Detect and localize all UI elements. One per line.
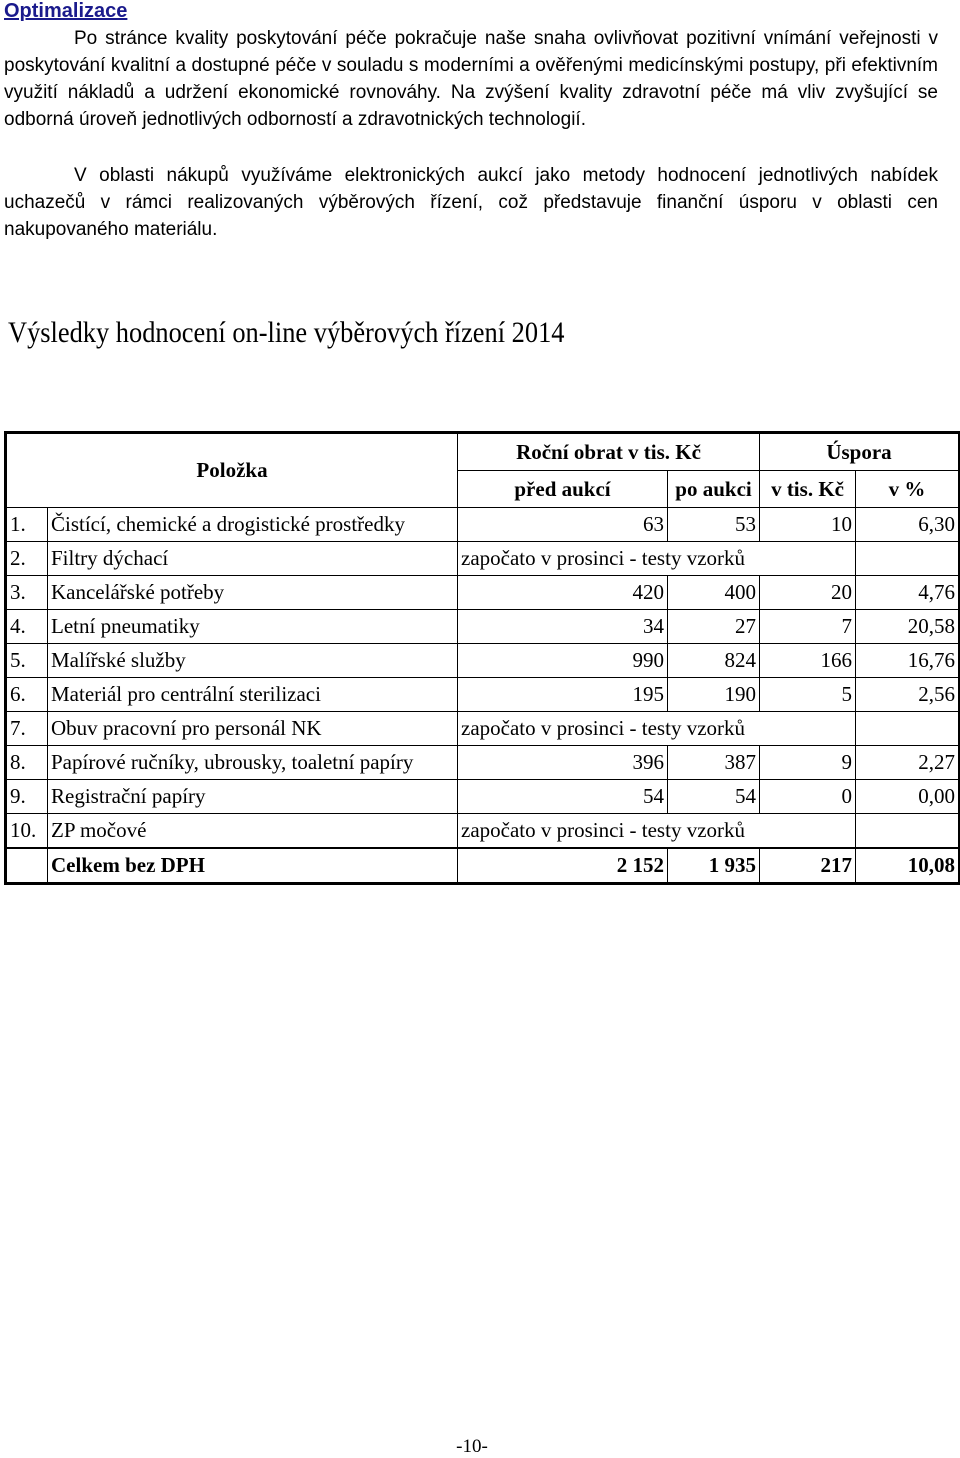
row-after: 190 bbox=[668, 678, 760, 712]
row-saving bbox=[760, 542, 856, 576]
row-before: 195 bbox=[458, 678, 668, 712]
row-after: 824 bbox=[668, 644, 760, 678]
row-after: 54 bbox=[668, 780, 760, 814]
row-before: 63 bbox=[458, 508, 668, 542]
row-after: 387 bbox=[668, 746, 760, 780]
row-before: 990 bbox=[458, 644, 668, 678]
row-pct: 16,76 bbox=[856, 644, 960, 678]
row-pct bbox=[856, 712, 960, 746]
row-note: započato v prosinci - testy vzorků bbox=[458, 542, 760, 576]
table-header-row bbox=[6, 433, 960, 471]
table-body bbox=[6, 508, 960, 849]
total-after: 1 935 bbox=[668, 848, 760, 884]
row-index: 6. bbox=[6, 678, 48, 712]
table-row bbox=[6, 746, 960, 780]
row-pct: 6,30 bbox=[856, 508, 960, 542]
row-index: 4. bbox=[6, 610, 48, 644]
row-saving bbox=[760, 814, 856, 849]
row-pct bbox=[856, 542, 960, 576]
table-row bbox=[6, 678, 960, 712]
row-after: 27 bbox=[668, 610, 760, 644]
header-saving-abs: v tis. Kč bbox=[760, 471, 856, 508]
page-number: -10- bbox=[456, 1436, 488, 1457]
row-index: 5. bbox=[6, 644, 48, 678]
table-row bbox=[6, 542, 960, 576]
header-saving-pct: v % bbox=[856, 471, 960, 508]
row-item: Filtry dýchací bbox=[48, 542, 458, 576]
row-before: 34 bbox=[458, 610, 668, 644]
header-turnover: Roční obrat v tis. Kč bbox=[458, 433, 760, 471]
table-row bbox=[6, 610, 960, 644]
section-heading: Optimalizace bbox=[4, 0, 128, 22]
row-pct: 2,27 bbox=[856, 746, 960, 780]
row-pct: 4,76 bbox=[856, 576, 960, 610]
row-item: Čistící, chemické a drogistické prostředky bbox=[48, 508, 458, 542]
auction-results-table bbox=[4, 431, 960, 885]
table-row bbox=[6, 780, 960, 814]
row-saving: 7 bbox=[760, 610, 856, 644]
total-before: 2 152 bbox=[458, 848, 668, 884]
paragraph-purchasing: V oblasti nákupů využíváme elektronických aukcí jako metody hodnocení jednotlivých nabídek uchazečů v rámci realizovaných výběrových řízení, což představuje finanční úsporu v oblasti cen nakupovaného materiálu. bbox=[4, 165, 938, 240]
row-pct: 0,00 bbox=[856, 780, 960, 814]
total-pct: 10,08 bbox=[856, 848, 960, 884]
paragraph-quality: Po stránce kvality poskytování péče pokračuje naše snaha ovlivňovat pozitivní vnímání veřejnosti v poskytování kvalitní a dostupné péče v souladu s moderními a ověřenými medicínskými postupy, při efektivním využití nákladů a udržení ekonomické rovnováhy. Na zvýšení kvality zdravotní péče má vliv zvyšující se odborná úroveň jednotlivých odborností a zdravotnických technologií. bbox=[4, 28, 938, 130]
header-item: Položka bbox=[6, 433, 458, 508]
table-row bbox=[6, 508, 960, 542]
total-saving: 217 bbox=[760, 848, 856, 884]
row-saving bbox=[760, 712, 856, 746]
total-label: Celkem bez DPH bbox=[48, 848, 458, 884]
row-before: 396 bbox=[458, 746, 668, 780]
row-before: 54 bbox=[458, 780, 668, 814]
total-index bbox=[6, 848, 48, 884]
row-note: započato v prosinci - testy vzorků bbox=[458, 814, 760, 849]
row-item: Obuv pracovní pro personál NK bbox=[48, 712, 458, 746]
row-item: Letní pneumatiky bbox=[48, 610, 458, 644]
row-index: 10. bbox=[6, 814, 48, 849]
row-item: Registrační papíry bbox=[48, 780, 458, 814]
row-index: 3. bbox=[6, 576, 48, 610]
table-title: Výsledky hodnocení on-line výběrových řízení 2014 bbox=[8, 316, 565, 349]
row-index: 9. bbox=[6, 780, 48, 814]
row-index: 2. bbox=[6, 542, 48, 576]
row-item: Papírové ručníky, ubrousky, toaletní papíry bbox=[48, 746, 458, 780]
table-row bbox=[6, 576, 960, 610]
table-row bbox=[6, 712, 960, 746]
header-before: před aukcí bbox=[458, 471, 668, 508]
row-item: Kancelářské potřeby bbox=[48, 576, 458, 610]
row-saving: 166 bbox=[760, 644, 856, 678]
row-saving: 9 bbox=[760, 746, 856, 780]
row-index: 1. bbox=[6, 508, 48, 542]
row-index: 7. bbox=[6, 712, 48, 746]
table-total-row bbox=[6, 848, 960, 884]
row-note: započato v prosinci - testy vzorků bbox=[458, 712, 760, 746]
row-after: 53 bbox=[668, 508, 760, 542]
row-pct bbox=[856, 814, 960, 849]
header-after: po aukci bbox=[668, 471, 760, 508]
row-saving: 20 bbox=[760, 576, 856, 610]
row-item: Malířské služby bbox=[48, 644, 458, 678]
row-before: 420 bbox=[458, 576, 668, 610]
row-item: Materiál pro centrální sterilizaci bbox=[48, 678, 458, 712]
row-pct: 2,56 bbox=[856, 678, 960, 712]
table-row bbox=[6, 814, 960, 849]
row-saving: 5 bbox=[760, 678, 856, 712]
header-saving: Úspora bbox=[760, 433, 960, 471]
row-saving: 10 bbox=[760, 508, 856, 542]
row-index: 8. bbox=[6, 746, 48, 780]
row-pct: 20,58 bbox=[856, 610, 960, 644]
table-row bbox=[6, 644, 960, 678]
row-saving: 0 bbox=[760, 780, 856, 814]
row-item: ZP močové bbox=[48, 814, 458, 849]
row-after: 400 bbox=[668, 576, 760, 610]
